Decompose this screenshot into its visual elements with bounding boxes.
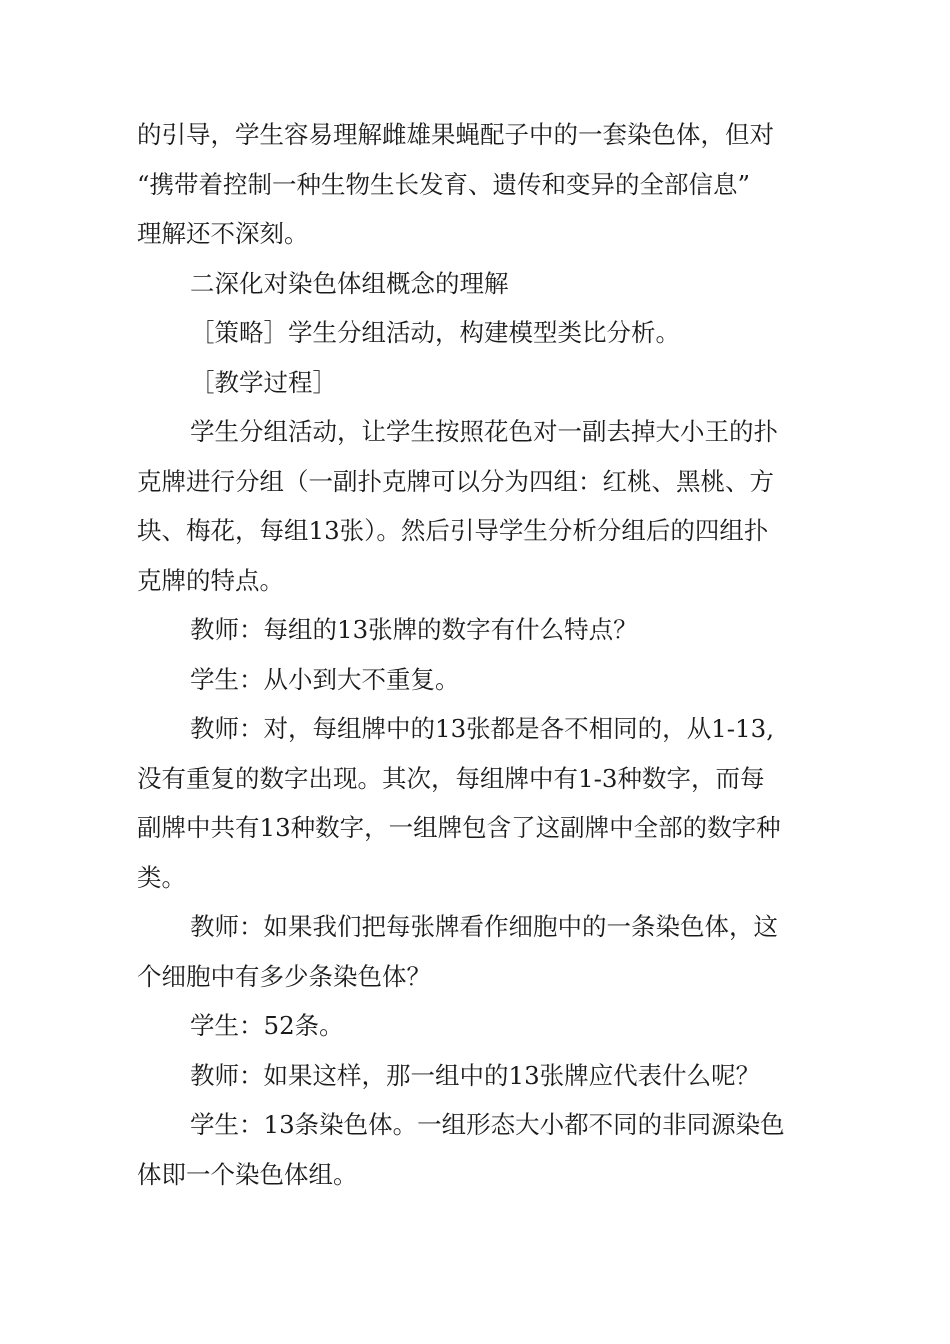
paragraph [137,308,813,358]
text-line: 教师：如果我们把每张牌看作细胞中的一条染色体，这 [190,912,778,941]
text-line: ［策略］学生分组活动，构建模型类比分析。 [190,318,680,347]
text-line: 二深化对染色体组概念的理解 [190,268,509,298]
dialogue-line [137,605,813,655]
dialogue-line [137,1001,813,1051]
text-line: ［教学过程］ [190,367,337,397]
text-line: 类。 [137,862,186,892]
text-line: 学生：从小到大不重复。 [190,664,460,694]
dialogue-line [137,902,813,1001]
text-line: 理解还不深刻。 [137,219,309,248]
text-line: 体即一个染色体组。 [137,1159,358,1189]
dialogue-line [137,1051,813,1101]
text-line: 教师：对，每组牌中的13张都是各不相同的，从1-13, [190,714,775,743]
paragraph [137,358,813,408]
text-line: “携带着控制一种生物生长发育、遗传和变异的全部信息” [137,169,751,199]
dialogue-line [137,704,813,902]
text-line: 块、梅花，每组13张）。然后引导学生分析分组后的四组扑 [137,516,769,545]
text-line: 学生：52条。 [190,1011,344,1040]
dialogue-line [137,655,813,705]
text-line: 教师：如果这样，那一组中的13张牌应代表什么呢？ [190,1060,761,1090]
paragraph [137,110,813,259]
text-line: 个细胞中有多少条染色体？ [137,961,431,991]
text-line: 教师：每组的13张牌的数字有什么特点？ [190,615,638,644]
document-body [137,110,813,1199]
paragraph [137,407,813,605]
text-line: 的引导，学生容易理解雌雄果蝇配子中的一套染色体，但对 [137,120,774,149]
text-line: 学生：13条染色体。一组形态大小都不同的非同源染色 [190,1110,785,1139]
text-line: 克牌进行分组（一副扑克牌可以分为四组：红桃、黑桃、方 [137,466,774,496]
text-line: 克牌的特点。 [137,565,284,595]
text-line: 没有重复的数字出现。其次，每组牌中有1-3种数字，而每 [137,763,765,793]
text-line: 学生分组活动，让学生按照花色对一副去掉大小王的扑 [190,417,778,446]
section-heading [137,259,813,309]
dialogue-line [137,1100,813,1199]
text-line: 副牌中共有13种数字，一组牌包含了这副牌中全部的数字种 [137,813,781,842]
